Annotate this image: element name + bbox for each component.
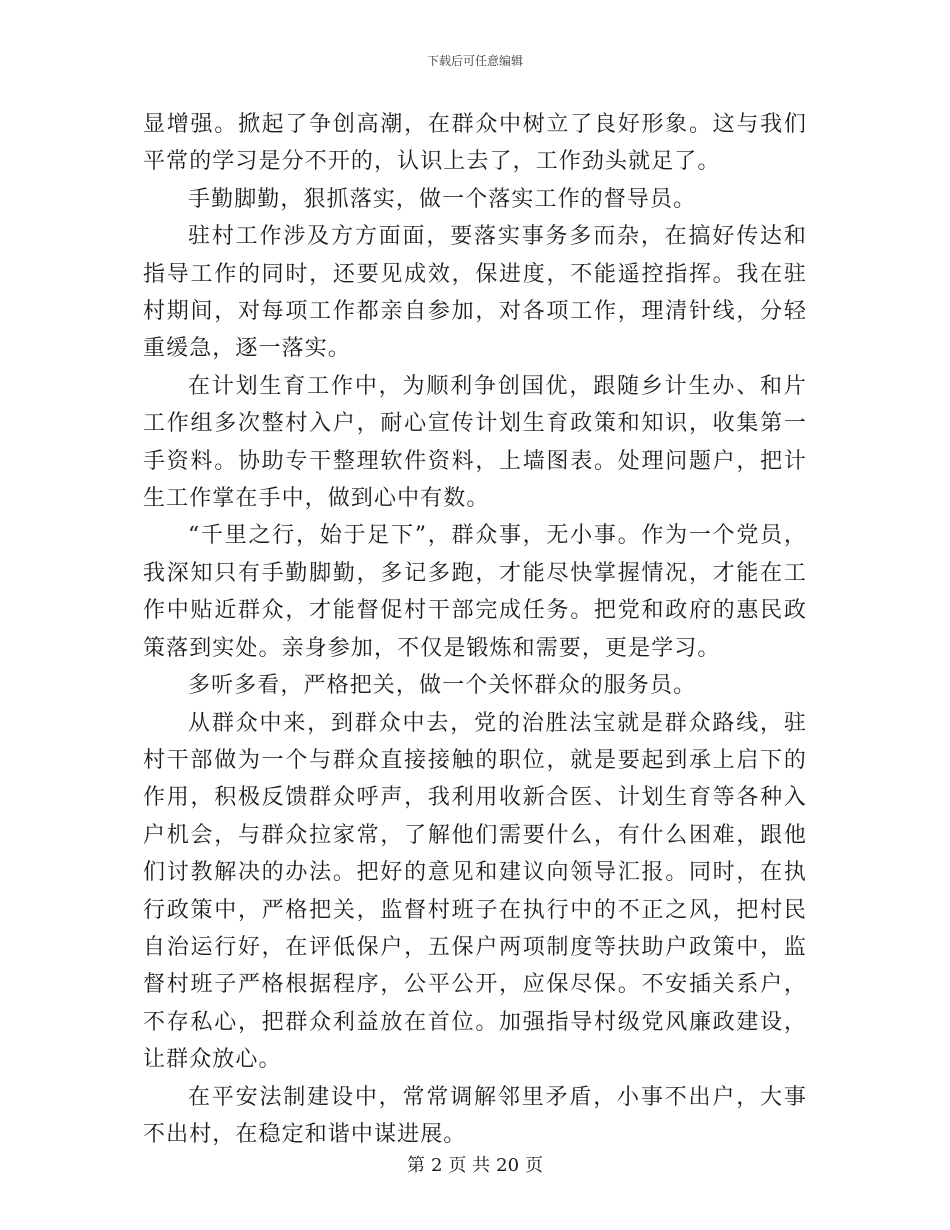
paragraph-8: 在平安法制建设中，常常调解邻里矛盾，小事不出户，大事不出村，在稳定和谐中谋进展。 xyxy=(143,1084,807,1147)
document-body xyxy=(143,106,807,1153)
footer-current-page: 2 xyxy=(430,1155,443,1176)
footer-middle: 页 共 xyxy=(448,1155,491,1176)
paragraph-6: 多听多看，严格把关，做一个关怀群众的服务员。 xyxy=(188,673,697,699)
paragraph-1: 显增强。掀起了争创高潮，在群众中树立了良好形象。这与我们平常的学习是分不开的，认识上去了，工作劲头就足了。 xyxy=(143,112,807,175)
footer-prefix: 第 xyxy=(406,1155,425,1176)
paragraph-3: 驻村工作涉及方方面面，要落实事务多而杂，在搞好传达和指导工作的同时，还要见成效，保进度，不能遥控指挥。我在驻村期间，对每项工作都亲自参加，对各项工作，理清针线，分轻重缓急，逐一落实。 xyxy=(143,224,807,362)
paragraph-2: 手勤脚勤，狠抓落实，做一个落实工作的督导员。 xyxy=(188,186,697,212)
paragraph-5: “千里之行，始于足下”，群众事，无小事。作为一个党员，我深知只有手勤脚勤，多记多跑，才能尽快掌握情况，才能在工作中贴近群众，才能督促村干部完成任务。把党和政府的惠民政策落到实处。亲身参加，不仅是锻炼和需要，更是学习。 xyxy=(143,523,807,661)
paragraph-4: 在计划生育工作中，为顺利争创国优，跟随乡计生办、和片工作组多次整村入户，耐心宣传计划生育政策和知识，收集第一手资料。协助专干整理软件资料，上墙图表。处理问题户，把计生工作掌在手中，做到心中有数。 xyxy=(143,373,807,512)
page-number-footer xyxy=(0,1154,950,1178)
footer-suffix: 页 xyxy=(525,1155,544,1176)
page-header-note: 下载后可任意编辑 xyxy=(426,54,523,68)
paragraph-7: 从群众中来，到群众中去，党的治胜法宝就是群众路线，驻村干部做为一个与群众直接接触的职位，就是要起到承上启下的作用，积极反馈群众呼声，我利用收新合医、计划生育等各种入户机会，与群众拉家常，了解他们需要什么，有什么困难，跟他们讨教解决的办法。把好的意见和建议向领导汇报。同时，在执行政策中，严格把关，监督村班子在执行中的不正之风，把村民自治运行好，在评低保户，五保户两项制度等扶助户政策中，监督村班子严格根据程序，公平公开，应保尽保。不安插关系户，不存私心，把群众利益放在首位。加强指导村级党风廉政建设，让群众放心。 xyxy=(143,710,807,1073)
footer-total-pages: 20 xyxy=(496,1155,520,1176)
